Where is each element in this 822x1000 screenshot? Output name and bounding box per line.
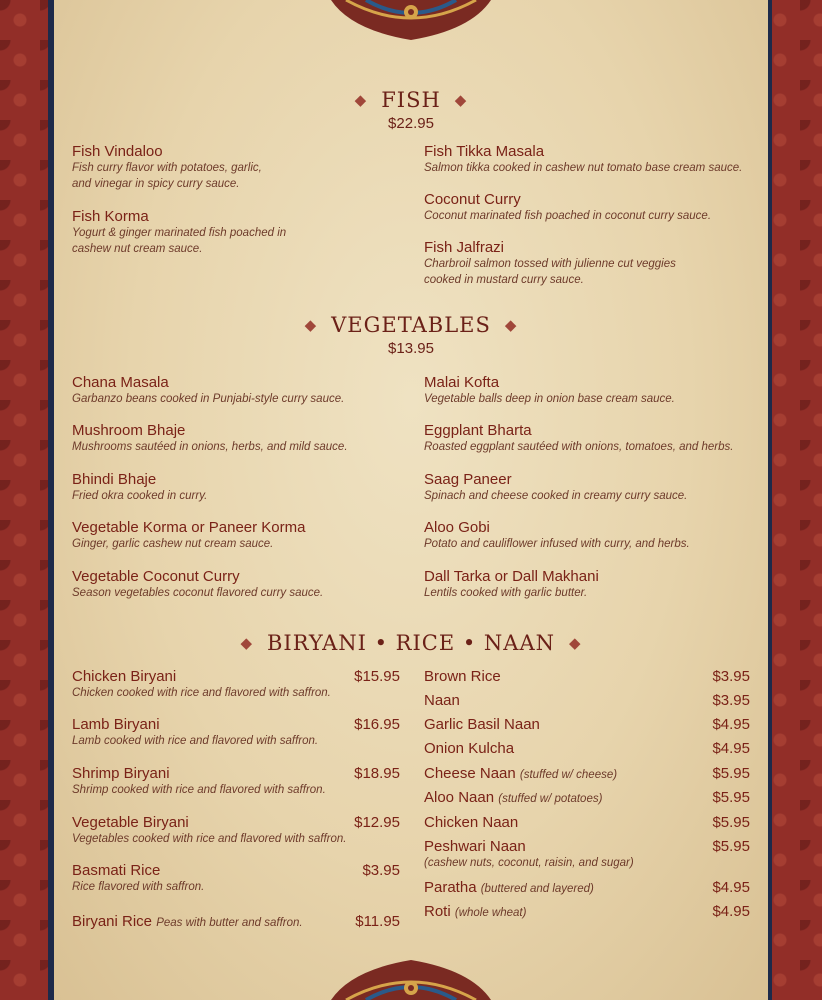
item-name: Brown Rice bbox=[424, 668, 501, 685]
menu-item bbox=[424, 692, 460, 709]
item-name: Cheese Naan bbox=[424, 765, 516, 782]
paisley-ornament-icon bbox=[331, 0, 491, 42]
menu-item bbox=[72, 143, 262, 192]
item-name: Lamb Biryani bbox=[72, 716, 160, 733]
paisley-ornament-icon bbox=[331, 958, 491, 1000]
item-note: (buttered and layered) bbox=[480, 883, 594, 895]
diamond-ornament-icon: ◆ bbox=[240, 634, 253, 652]
item-name: Fish Vindaloo bbox=[72, 143, 163, 160]
item-note: Peas with butter and saffron. bbox=[156, 917, 303, 929]
item-name: Vegetable Coconut Curry bbox=[72, 568, 240, 585]
item-name: Chicken Naan bbox=[424, 814, 519, 831]
menu-item bbox=[424, 374, 675, 407]
menu-item bbox=[72, 422, 348, 455]
item-name: Malai Kofta bbox=[424, 374, 500, 391]
menu-item bbox=[424, 471, 687, 504]
item-description: Fried okra cooked in curry. bbox=[72, 490, 208, 502]
item-name: Coconut Curry bbox=[424, 191, 521, 208]
menu-item bbox=[424, 765, 617, 782]
menu-item bbox=[424, 740, 514, 757]
item-name: Vegetable Korma or Paneer Korma bbox=[72, 519, 306, 536]
item-name: Bhindi Bhaje bbox=[72, 471, 157, 488]
menu-item bbox=[424, 191, 711, 224]
menu-item bbox=[424, 143, 742, 176]
item-price: $4.95 bbox=[712, 903, 750, 920]
item-description: Charbroil salmon tossed with julienne cut veggies bbox=[424, 258, 676, 270]
diamond-ornament-icon: ◆ bbox=[569, 634, 582, 652]
section-price-fish: $22.95 bbox=[388, 115, 434, 132]
section-heading-fish: ◆ FISH ◆ bbox=[354, 88, 468, 112]
item-price: $4.95 bbox=[712, 716, 750, 733]
item-name: Mushroom Bhaje bbox=[72, 422, 186, 439]
item-price: $3.95 bbox=[712, 692, 750, 709]
diamond-ornament-icon: ◆ bbox=[454, 91, 468, 109]
item-description: Lamb cooked with rice and flavored with saffron. bbox=[72, 735, 319, 747]
diamond-ornament-icon: ◆ bbox=[354, 91, 368, 109]
item-name: Aloo Gobi bbox=[424, 519, 490, 536]
menu-item bbox=[424, 716, 540, 733]
item-description: (cashew nuts, coconut, raisin, and sugar) bbox=[424, 857, 634, 869]
section-heading-vegetables: ◆ VEGETABLES ◆ bbox=[304, 313, 518, 337]
menu-item bbox=[424, 239, 676, 288]
item-description: Coconut marinated fish poached in coconut curry sauce. bbox=[424, 210, 712, 222]
menu-item bbox=[424, 519, 690, 552]
item-description: Rice flavored with saffron. bbox=[72, 881, 205, 893]
menu-item bbox=[72, 716, 318, 749]
item-name: Eggplant Bharta bbox=[424, 422, 532, 439]
item-description: Fish curry flavor with potatoes, garlic, bbox=[72, 162, 262, 174]
menu-item bbox=[72, 862, 204, 895]
item-name: Biryani Rice bbox=[72, 913, 153, 930]
item-description: Vegetables cooked with rice and flavored with saffron. bbox=[72, 833, 347, 845]
menu-item bbox=[424, 879, 594, 896]
item-name: Garlic Basil Naan bbox=[424, 716, 540, 733]
menu-item bbox=[72, 374, 344, 407]
item-description: Season vegetables coconut flavored curry sauce. bbox=[72, 587, 324, 599]
menu-item bbox=[424, 814, 518, 831]
item-name: Fish Tikka Masala bbox=[424, 143, 545, 160]
item-name: Dall Tarka or Dall Makhani bbox=[424, 568, 599, 585]
item-name: Onion Kulcha bbox=[424, 740, 515, 757]
item-price: $3.95 bbox=[362, 862, 400, 879]
menu-item bbox=[424, 668, 501, 685]
section-price-vegetables: $13.95 bbox=[388, 340, 434, 357]
item-name: Peshwari Naan bbox=[424, 838, 526, 855]
item-description: cashew nut cream sauce. bbox=[72, 243, 203, 255]
item-name: Saag Paneer bbox=[424, 471, 512, 488]
item-name: Aloo Naan bbox=[424, 789, 495, 806]
item-description: Spinach and cheese cooked in creamy curry sauce. bbox=[424, 490, 688, 502]
menu-item bbox=[424, 789, 602, 806]
menu-item bbox=[424, 422, 733, 455]
menu-item bbox=[72, 765, 326, 798]
menu-item bbox=[72, 471, 207, 504]
item-price: $16.95 bbox=[354, 716, 400, 733]
menu-item bbox=[72, 519, 305, 552]
item-name: Basmati Rice bbox=[72, 862, 161, 879]
item-note: (stuffed w/ potatoes) bbox=[498, 793, 603, 805]
item-description: Garbanzo beans cooked in Punjabi-style curry sauce. bbox=[72, 393, 345, 405]
item-name: Shrimp Biryani bbox=[72, 765, 170, 782]
menu-item bbox=[424, 568, 599, 601]
item-price: $4.95 bbox=[712, 740, 750, 757]
diamond-ornament-icon: ◆ bbox=[504, 316, 518, 334]
item-description: Salmon tikka cooked in cashew nut tomato base cream sauce. bbox=[424, 162, 743, 174]
item-name: Roti bbox=[424, 903, 451, 920]
item-price: $18.95 bbox=[354, 765, 400, 782]
item-name: Chana Masala bbox=[72, 374, 169, 391]
menu-item bbox=[424, 838, 634, 871]
item-price: $3.95 bbox=[712, 668, 750, 685]
item-name: Naan bbox=[424, 692, 460, 709]
item-note: (stuffed w/ cheese) bbox=[519, 769, 618, 781]
item-description: Vegetable balls deep in onion base cream sauce. bbox=[424, 393, 675, 405]
item-price: $12.95 bbox=[354, 814, 400, 831]
item-description: Lentils cooked with garlic butter. bbox=[424, 587, 588, 599]
menu-item bbox=[72, 913, 303, 930]
item-note: (whole wheat) bbox=[454, 907, 527, 919]
item-name: Fish Korma bbox=[72, 208, 149, 225]
item-description: cooked in mustard curry sauce. bbox=[424, 274, 584, 286]
item-price: $11.95 bbox=[355, 913, 400, 930]
item-description: Chicken cooked with rice and flavored with saffron. bbox=[72, 687, 331, 699]
menu-item bbox=[72, 208, 286, 257]
item-description: Shrimp cooked with rice and flavored with saffron. bbox=[72, 784, 326, 796]
item-price: $5.95 bbox=[712, 814, 750, 831]
item-name: Paratha bbox=[424, 879, 477, 896]
diamond-ornament-icon: ◆ bbox=[304, 316, 318, 334]
item-description: Yogurt & ginger marinated fish poached in bbox=[72, 227, 287, 239]
menu-item bbox=[424, 903, 526, 920]
item-name: Fish Jalfrazi bbox=[424, 239, 505, 256]
item-price: $5.95 bbox=[712, 765, 750, 782]
item-description: and vinegar in spicy curry sauce. bbox=[72, 178, 240, 190]
item-description: Mushrooms sautéed in onions, herbs, and mild sauce. bbox=[72, 441, 348, 453]
menu-item bbox=[72, 814, 346, 847]
menu-item bbox=[72, 668, 331, 701]
item-price: $15.95 bbox=[354, 668, 400, 685]
item-description: Ginger, garlic cashew nut cream sauce. bbox=[72, 538, 274, 550]
item-name: Chicken Biryani bbox=[72, 668, 177, 685]
item-price: $5.95 bbox=[712, 838, 750, 855]
section-heading-biryani-rice-naan: ◆ BIRYANI • RICE • NAAN ◆ bbox=[240, 631, 582, 655]
item-price: $5.95 bbox=[712, 789, 750, 806]
item-price: $4.95 bbox=[712, 879, 750, 896]
item-name: Vegetable Biryani bbox=[72, 814, 189, 831]
item-description: Potato and cauliflower infused with curry, and herbs. bbox=[424, 538, 690, 550]
item-description: Roasted eggplant sautéed with onions, tomatoes, and herbs. bbox=[424, 441, 734, 453]
menu-item bbox=[72, 568, 323, 601]
